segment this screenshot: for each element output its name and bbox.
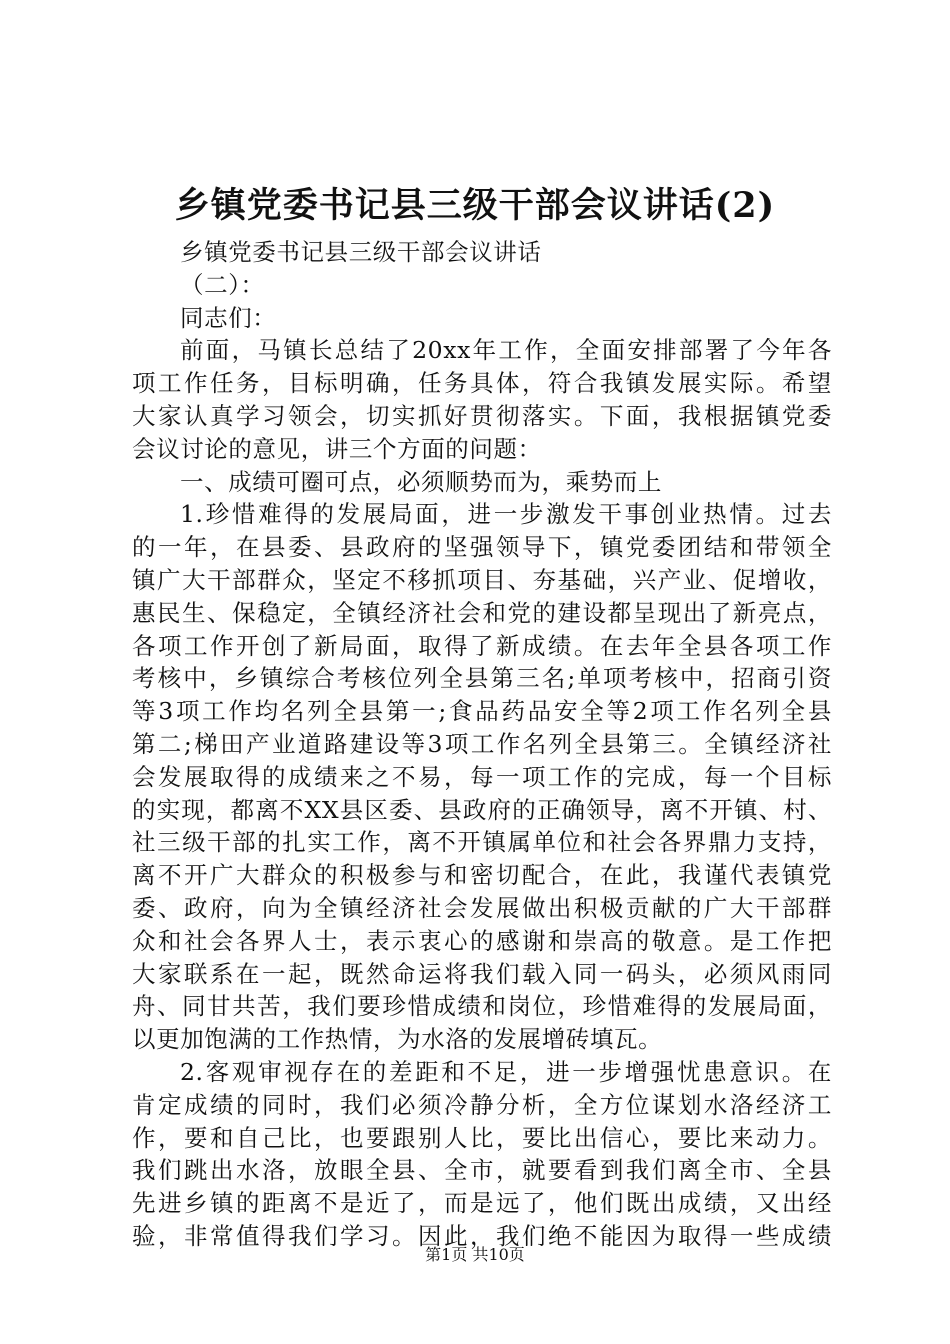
paragraph-line: 的实现，都离不XX县区委、县政府的正确领导，离不开镇、村、 xyxy=(132,795,832,824)
paragraph-line: 社三级干部的扎实工作，离不开镇属单位和社会各界鼎力支持， xyxy=(132,828,832,857)
paragraph-line: 舟、同甘共苦，我们要珍惜成绩和岗位，珍惜难得的发展局面， xyxy=(132,992,832,1021)
paragraph-line: 一、成绩可圈可点，必须顺势而为，乘势而上 xyxy=(180,467,662,496)
paragraph-line: 前面，马镇长总结了20xx年工作，全面安排部署了今年各 xyxy=(180,336,832,365)
paragraph-line: 离不开广大群众的积极参与和密切配合，在此，我谨代表镇党 xyxy=(132,861,832,890)
paragraph-line: 大家联系在一起，既然命运将我们载入同一码头，必须风雨同 xyxy=(132,959,832,988)
paragraph-line: 大家认真学习领会，切实抓好贯彻落实。下面，我根据镇党委 xyxy=(132,401,832,430)
page-footer: 第1页 共10页 xyxy=(425,1245,525,1264)
paragraph-line: 镇广大干部群众，坚定不移抓项目、夯基础，兴产业、促增收， xyxy=(132,565,832,594)
paragraph-line: 2.客观审视存在的差距和不足，进一步增强忧患意识。在 xyxy=(180,1057,832,1086)
paragraph-line: 肯定成绩的同时，我们必须冷静分析，全方位谋划水洛经济工 xyxy=(132,1090,832,1119)
paragraph-line: 委、政府，向为全镇经济社会发展做出积极贡献的广大干部群 xyxy=(132,893,832,922)
paragraph-line: 项工作任务，目标明确，任务具体，符合我镇发展实际。希望 xyxy=(132,369,832,398)
paragraph-line: 考核中，乡镇综合考核位列全县第三名;单项考核中，招商引资 xyxy=(132,664,832,693)
paragraph-line: 我们跳出水洛，放眼全县、全市，就要看到我们离全市、全县 xyxy=(132,1156,832,1185)
paragraph-line: 以更加饱满的工作热情，为水洛的发展增砖填瓦。 xyxy=(132,1025,663,1054)
paragraph-line: 作，要和自己比，也要跟别人比，要比出信心，要比来动力。 xyxy=(132,1123,832,1152)
paragraph-line: 众和社会各界人士，表示衷心的感谢和崇高的敬意。是工作把 xyxy=(132,926,832,955)
paragraph-line: 同志们： xyxy=(180,303,277,332)
paragraph-line: 惠民生、保稳定，全镇经济社会和党的建设都呈现出了新亮点， xyxy=(132,598,832,627)
paragraph-line: 第二;梯田产业道路建设等3项工作名列全县第三。全镇经济社 xyxy=(132,729,832,758)
paragraph-line: 验，非常值得我们学习。因此，我们绝不能因为取得一些成绩 xyxy=(132,1221,832,1250)
paragraph-line: 会议讨论的意见，讲三个方面的问题： xyxy=(132,434,542,463)
paragraph-line: （二）： xyxy=(180,270,265,299)
paragraph-line: 等3项工作均名列全县第一;食品药品安全等2项工作名列全县 xyxy=(132,697,832,726)
document-title: 乡镇党委书记县三级干部会议讲话(2) xyxy=(174,185,776,226)
paragraph-line: 会发展取得的成绩来之不易，每一项工作的完成，每一个目标 xyxy=(132,762,832,791)
document-body xyxy=(132,236,832,1253)
paragraph-line: 各项工作开创了新局面，取得了新成绩。在去年全县各项工作 xyxy=(132,631,832,660)
paragraph-line: 乡镇党委书记县三级干部会议讲话 xyxy=(180,238,542,266)
paragraph-line: 的一年，在县委、县政府的坚强领导下，镇党委团结和带领全 xyxy=(132,533,832,562)
paragraph-line: 先进乡镇的距离不是近了，而是远了，他们既出成绩，又出经 xyxy=(132,1189,832,1218)
paragraph-line: 1.珍惜难得的发展局面，进一步激发干事创业热情。过去 xyxy=(180,500,832,529)
